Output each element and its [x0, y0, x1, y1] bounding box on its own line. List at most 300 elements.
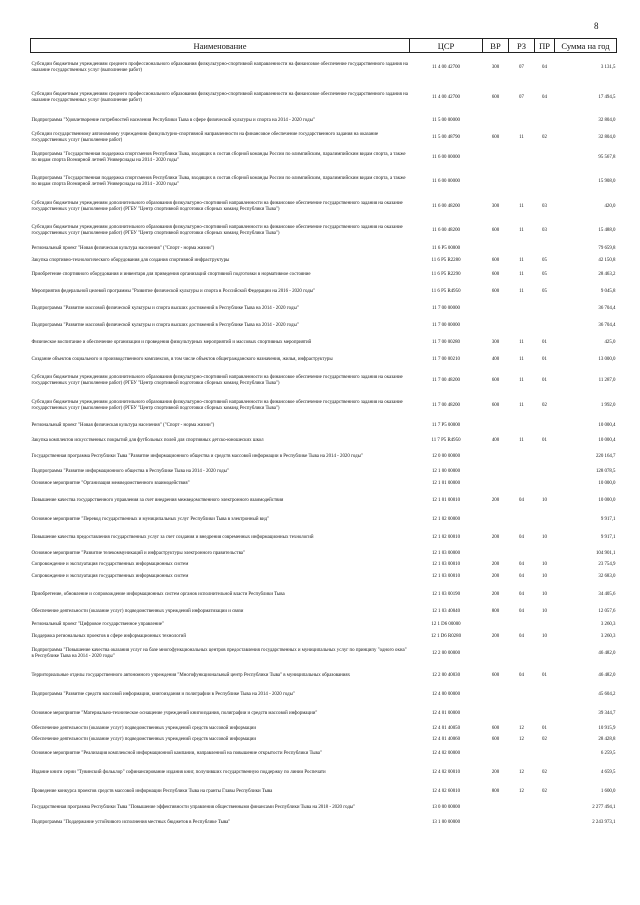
row-name: Сопровождение и эксплуатация государственных информационных систем — [31, 574, 189, 580]
row-csr: 11 6 P5 00000 — [431, 245, 461, 251]
row-rz — [509, 318, 535, 335]
row-vr: 200 — [491, 633, 500, 639]
row-csr: 11 7 00 48200 — [432, 403, 460, 409]
row-rz — [509, 301, 535, 318]
row-name: Физическое воспитание и обеспечение организации и проведения физкультурных мероприятий и массовых спортивных мероприятий — [31, 340, 312, 346]
row-vr — [483, 449, 509, 466]
table-row — [31, 605, 617, 619]
row-sum: 2 277 494,1 — [592, 805, 616, 811]
table-row — [31, 243, 617, 255]
row-name: Подпрограмма "Удовлетворение потребностей населения Республики Тыва в сфере физической культуры и спорта на 2014 - 2020 годы" — [31, 118, 315, 124]
row-vr: 300 — [491, 203, 500, 209]
row-rz: 11 — [519, 257, 524, 263]
row-rz: 12 — [519, 788, 524, 794]
row-sum: 1 600,0 — [600, 788, 616, 794]
table-row — [31, 619, 617, 631]
row-csr: 11 7 00 00000 — [432, 323, 460, 329]
row-rz: 12 — [519, 737, 524, 743]
row-rz: 11 — [519, 340, 524, 346]
row-rz: 07 — [519, 64, 524, 70]
row-pr: 05 — [542, 257, 547, 263]
row-sum: 23 754,9 — [598, 561, 616, 567]
row-rz — [509, 643, 535, 665]
row-name: Подпрограмма "Развитие массовой физической культуры и спорта высших достижений в Республике Тыва на 2014 - 2020 годы" — [31, 306, 299, 312]
header-sum: Сумма на год — [555, 39, 617, 53]
row-pr — [535, 318, 555, 335]
row-rz: 04 — [519, 561, 524, 567]
row-rz — [509, 113, 535, 130]
row-vr — [483, 147, 509, 170]
row-name: Приобретение, обновление и сопровождение информационных систем органов исполнительной власти Республики Тыва — [31, 591, 285, 597]
row-vr: 200 — [491, 497, 500, 503]
header-pr: ПР — [535, 39, 555, 53]
row-csr: 12 1 01 00000 — [431, 481, 461, 487]
row-pr: 02 — [542, 737, 547, 743]
table-row — [31, 511, 617, 529]
row-csr: 11 7 00 48200 — [432, 378, 460, 384]
row-csr: 12 1 D6 00000 — [431, 621, 461, 627]
table-row — [31, 255, 617, 267]
row-pr: 05 — [542, 289, 547, 295]
row-vr: 300 — [491, 64, 500, 70]
row-pr — [535, 170, 555, 195]
row-name: Региональный проект "Новая физическая культура населения" ("Спорт - норма жизни") — [31, 422, 215, 428]
row-pr: 04 — [542, 94, 547, 100]
row-vr — [483, 643, 509, 665]
row-rz — [509, 478, 535, 491]
row-vr: 200 — [491, 769, 500, 775]
row-csr: 12 4 00 00000 — [431, 692, 461, 698]
table-row — [31, 631, 617, 643]
row-vr: 600 — [491, 737, 500, 743]
row-name: Подпрограмма "Государственная поддержка спортсменов Республики Тыва, входящих в состав сборной команды России по олимпийским, паралимпийским видам спорта, а также по видам спорта Всемирной летней Универсиады на 2014 - 2020 годы" — [31, 176, 406, 187]
row-vr — [483, 687, 509, 704]
table-row — [31, 318, 617, 335]
row-csr: 12 2 00 40030 — [431, 672, 461, 678]
row-csr: 12 4 02 60010 — [431, 788, 461, 794]
row-rz: 11 — [519, 227, 524, 233]
row-sum: 34 405,6 — [598, 591, 616, 597]
table-row — [31, 53, 617, 83]
row-name: Подпрограмма "Повышение качества оказания услуг на базе многофункциональных центров предоставления государственных и муниципальных услуг по принципу "одного окна" в Республике Тыва на 2014 - 2020 годы" — [31, 647, 407, 659]
row-pr — [535, 419, 555, 433]
budget-table — [30, 38, 617, 829]
table-body — [31, 53, 617, 829]
row-csr: 11 6 00 00000 — [432, 179, 460, 185]
row-rz — [509, 704, 535, 724]
row-rz: 07 — [519, 94, 524, 100]
table-row — [31, 219, 617, 243]
row-pr — [535, 113, 555, 130]
row-name: Субсидии бюджетным учреждениям дополнительного образования физкультурно-спортивной направленности на финансовое обеспечение государственного задания на оказание государственных услуг (выполнение работ) (РГБУ "Центр спортивной подготовки сборных команд Республики Тыва") — [31, 200, 403, 212]
header-csr: ЦСР — [410, 39, 483, 53]
row-csr: 11 4 00 42700 — [432, 64, 460, 70]
page-number: 8 — [594, 21, 599, 31]
row-pr: 10 — [542, 574, 547, 580]
row-vr: 400 — [491, 437, 500, 443]
row-csr: 12 1 02 00010 — [431, 535, 461, 541]
table-row — [31, 170, 617, 195]
row-pr: 01 — [542, 437, 547, 443]
row-pr: 01 — [542, 357, 547, 363]
row-name: Субсидии бюджетным учреждениям дополнительного образования физкультурно-спортивной направленности на финансовое обеспечение государственного задания на оказание государственных услуг (выполнение работ) (РГБУ "Центр спортивной подготовки сборных команд Республики Тыва") — [31, 224, 403, 236]
table-row — [31, 735, 617, 746]
row-csr: 12 1 02 00000 — [431, 516, 461, 522]
table-row — [31, 466, 617, 478]
row-sum: 45 604,2 — [598, 692, 616, 698]
row-name: Основное мероприятие "Реализация комплексной информационной кампании, направленной на повышение открытости Республики Тыва" — [31, 750, 322, 756]
row-name: Создание объектов социального и производственного комплексов, в том числе объектов общегражданского назначения, жилья, инфраструктуры — [31, 357, 333, 363]
row-rz — [509, 511, 535, 529]
row-pr — [535, 643, 555, 665]
row-sum: 36 704,4 — [598, 323, 616, 329]
row-sum: 6 259,5 — [600, 750, 616, 756]
row-csr: 11 7 P5 R4950 — [431, 437, 461, 443]
row-csr: 12 4 02 00000 — [431, 750, 461, 756]
table-row — [31, 284, 617, 301]
row-sum: 10 000,0 — [598, 481, 616, 487]
row-csr: 11 7 P5 00000 — [431, 422, 461, 428]
table-row — [31, 369, 617, 394]
row-csr: 12 1 03 00000 — [431, 550, 461, 556]
row-vr — [483, 619, 509, 631]
table-row — [31, 585, 617, 605]
row-sum: 3 260,3 — [600, 633, 616, 639]
row-vr: 800 — [491, 788, 500, 794]
row-rz: 04 — [519, 633, 524, 639]
table-row — [31, 130, 617, 147]
row-name: Подпрограмма "Развитие информационного общества в Республике Тыва на 2014 - 2020 годы" — [31, 468, 229, 474]
row-pr: 10 — [542, 633, 547, 639]
row-pr — [535, 301, 555, 318]
row-rz — [509, 687, 535, 704]
table-row — [31, 548, 617, 560]
table-row — [31, 394, 617, 419]
row-pr — [535, 704, 555, 724]
row-sum: 10 000,0 — [598, 497, 616, 503]
row-rz: 11 — [519, 203, 524, 209]
row-pr: 10 — [542, 591, 547, 597]
row-csr: 11 6 00 48200 — [432, 227, 460, 233]
row-name: Субсидии государственному автономному учреждению физкультурно-спортивной направленности на финансовое обеспечение государственного задания на оказание государственных услуг (выполнение работ) — [31, 132, 379, 143]
row-name: Поддержка региональных проектов в сфере информационных технологий — [31, 633, 186, 639]
row-sum: 10 915,9 — [598, 726, 616, 732]
table-row — [31, 762, 617, 784]
row-vr — [483, 243, 509, 255]
row-pr — [535, 511, 555, 529]
row-name: Мероприятия федеральной целевой программы "Развитие физической культуры и спорта в Российской Федерации на 2016 - 2020 годы" — [31, 289, 316, 295]
row-vr — [483, 800, 509, 817]
row-sum: 15 908,0 — [598, 179, 616, 185]
row-csr: 12 4 01 40060 — [431, 737, 461, 743]
row-rz — [509, 147, 535, 170]
row-csr: 11 6 P5 R4950 — [431, 289, 461, 295]
row-vr: 200 — [491, 591, 500, 597]
row-vr — [483, 746, 509, 762]
row-vr: 600 — [491, 227, 500, 233]
table-row — [31, 724, 617, 735]
row-csr: 12 1 03 00010 — [431, 561, 461, 567]
row-name: Субсидии бюджетным учреждениям дополнительного образования физкультурно-спортивной направленности на финансовое обеспечение государственного задания на оказание государственных услуг (выполнение работ) (РГБУ "Центр спортивной подготовки сборных команд Республики Тыва") — [31, 400, 403, 411]
row-name: Издание книги серии "Тувинский фольклор" софинансирование издания книг, получивших государственную поддержку по линии Роспечати — [31, 769, 326, 775]
row-rz: 04 — [519, 608, 524, 614]
row-name: Государственная программа Республики Тыва "Повышение эффективности управления общественными финансами Республики Тыва на 2018 - 2020 годы" — [31, 805, 356, 811]
row-name: Региональный проект "Цифровое государственное управление" — [31, 621, 165, 627]
row-name: Обеспечение деятельности (оказание услуг) подведомственных учреждений средств массовой информации — [31, 726, 256, 732]
row-name: Подпрограмма "Государственная поддержка спортсменов Республики Тыва, входящих в состав сборной команды России по олимпийским, паралимпийским видам спорта, а также по видам спорта Всемирной летней Универсиады на 2014 - 2020 годы" — [31, 152, 406, 163]
row-name: Сопровождение и эксплуатация государственных информационных систем — [31, 561, 189, 567]
row-sum: 15 488,0 — [598, 227, 616, 233]
row-rz: 12 — [519, 726, 524, 732]
row-pr — [535, 466, 555, 478]
row-pr — [535, 243, 555, 255]
row-name: Основное мероприятие "Развитие телекоммуникаций и инфраструктуры электронного правительства" — [31, 550, 245, 556]
row-rz: 11 — [519, 135, 524, 141]
row-rz: 11 — [519, 289, 524, 295]
row-vr — [483, 704, 509, 724]
row-pr: 10 — [542, 535, 547, 541]
row-pr — [535, 449, 555, 466]
table-row — [31, 687, 617, 704]
row-rz — [509, 170, 535, 195]
table-row — [31, 784, 617, 800]
row-vr — [483, 301, 509, 318]
row-sum: 46 482,0 — [598, 650, 616, 656]
row-pr — [535, 817, 555, 829]
row-csr: 12 1 00 00000 — [431, 468, 461, 474]
row-vr — [483, 511, 509, 529]
row-sum: 79 659,8 — [598, 245, 616, 251]
table-row — [31, 560, 617, 570]
table-row — [31, 83, 617, 113]
table-row — [31, 195, 617, 219]
table-row — [31, 335, 617, 352]
row-rz: 11 — [519, 378, 524, 384]
row-vr — [483, 478, 509, 491]
row-vr: 600 — [491, 257, 500, 263]
row-sum: 46 482,0 — [598, 672, 616, 678]
row-sum: 3 260,3 — [600, 621, 616, 627]
row-csr: 12 4 01 40050 — [431, 726, 461, 732]
row-sum: 3 131,5 — [600, 64, 616, 70]
row-rz — [509, 449, 535, 466]
row-name: Повышение качества государственного управления за счет внедрения межведомственного электронного взаимодействия — [31, 497, 284, 503]
row-sum: 13 000,0 — [598, 357, 616, 363]
row-vr: 200 — [491, 574, 500, 580]
row-pr: 01 — [542, 378, 547, 384]
row-sum: 4 659,5 — [600, 769, 616, 775]
row-vr: 600 — [491, 289, 500, 295]
row-csr: 12 4 02 00010 — [431, 769, 461, 775]
row-sum: 10 000,4 — [598, 437, 616, 443]
row-rz: 11 — [519, 272, 524, 278]
row-rz: 04 — [519, 672, 524, 678]
row-csr: 11 6 00 48200 — [432, 203, 460, 209]
row-name: Подпрограмма "Развитие средств массовой информации, книгоиздания и полиграфии в Республике Тыва на 2014 - 2020 годы" — [31, 692, 295, 698]
row-rz: 04 — [519, 574, 524, 580]
row-pr: 03 — [542, 203, 547, 209]
row-vr: 800 — [491, 608, 500, 614]
header-vr: ВР — [483, 39, 509, 53]
row-sum: 11 287,0 — [598, 378, 616, 384]
row-sum: 128 078,5 — [595, 468, 616, 474]
row-csr: 11 5 00 00000 — [432, 118, 460, 124]
row-rz — [509, 548, 535, 560]
row-csr: 12 1 03 00010 — [431, 574, 461, 580]
header-rz: РЗ — [509, 39, 535, 53]
row-vr: 600 — [491, 135, 500, 141]
row-pr: 05 — [542, 272, 547, 278]
row-sum: 10 000,4 — [598, 422, 616, 428]
row-sum: 9 917,1 — [600, 516, 616, 522]
row-pr — [535, 687, 555, 704]
row-name: Территориальные отделы государственного автономного учреждения "Многофункциональный центр Республики Тыва" в муниципальных образованиях — [31, 672, 351, 678]
row-pr: 03 — [542, 227, 547, 233]
table-row — [31, 529, 617, 548]
row-sum: 42 150,8 — [598, 257, 616, 263]
table-row — [31, 665, 617, 687]
row-name: Основное мероприятие "Материально-техническое оснащение учреждений книгоиздания, полиграфии и средств массовой информации" — [31, 710, 318, 716]
row-sum: 2 243 973,1 — [592, 819, 616, 825]
row-sum: 104 901,1 — [595, 550, 616, 556]
row-csr: 12 1 01 00010 — [431, 497, 461, 503]
row-vr — [483, 419, 509, 433]
row-csr: 11 6 00 00000 — [432, 155, 460, 161]
row-rz: 11 — [519, 357, 524, 363]
row-vr: 400 — [491, 357, 500, 363]
table-row — [31, 352, 617, 369]
row-name: Обеспечение деятельности (оказание услуг) подведомственных учреждений средств массовой информации — [31, 737, 256, 743]
row-name: Закупка комплектов искусственных покрытий для футбольных полей для спортивных детско-юношеских школ — [31, 437, 264, 443]
row-vr: 600 — [491, 672, 500, 678]
row-pr: 01 — [542, 726, 547, 732]
row-sum: 32 804,0 — [598, 118, 616, 124]
row-pr: 02 — [542, 403, 547, 409]
row-csr: 11 7 00 00280 — [432, 340, 460, 346]
row-rz — [509, 419, 535, 433]
row-vr — [483, 318, 509, 335]
row-name: Региональный проект "Новая физическая культура населения" ("Спорт - норма жизни") — [31, 245, 215, 251]
table-row — [31, 419, 617, 433]
table-row — [31, 147, 617, 170]
row-sum: 28 463,2 — [598, 272, 616, 278]
row-sum: 32 683,0 — [598, 574, 616, 580]
row-sum: 36 704,4 — [598, 306, 616, 312]
row-sum: 32 804,0 — [598, 135, 616, 141]
row-name: Государственная программа Республики Тыва "Развитие информационного общества и средств массовой информации в Республике Тыва на 2014 - 2020 годы" — [31, 454, 363, 460]
row-csr: 12 4 01 00000 — [431, 710, 461, 716]
table-row — [31, 704, 617, 724]
row-vr — [483, 817, 509, 829]
row-rz: 04 — [519, 497, 524, 503]
row-pr — [535, 800, 555, 817]
row-pr: 10 — [542, 497, 547, 503]
row-rz: 11 — [519, 437, 524, 443]
row-sum: 9 045,8 — [600, 289, 616, 295]
row-pr: 04 — [542, 64, 547, 70]
row-name: Закупка спортивно-технологического оборудования для создания спортивной инфраструктуры — [31, 257, 230, 263]
row-name: Субсидии бюджетным учреждениям дополнительного образования физкультурно-спортивной направленности на финансовое обеспечение государственного задания на оказание государственных услуг (выполнение работ) (РГБУ "Центр спортивной подготовки сборных команд Республики Тыва") — [31, 375, 403, 386]
row-pr: 10 — [542, 608, 547, 614]
row-vr: 200 — [491, 535, 500, 541]
table-row — [31, 491, 617, 511]
row-name: Приобретение спортивного оборудования и инвентаря для приведения организаций спортивной подготовки в нормативное состояние — [31, 272, 311, 278]
row-pr: 10 — [542, 561, 547, 567]
row-sum: 39 344,7 — [598, 710, 616, 716]
row-vr: 600 — [491, 272, 500, 278]
row-name: Повышение качества предоставления государственных услуг за счет создания и внедрения современных информационных технологий — [31, 535, 314, 541]
row-vr: 600 — [491, 378, 500, 384]
row-rz: 04 — [519, 591, 524, 597]
row-sum: 28 428,8 — [598, 737, 616, 743]
row-name: Основное мероприятие "Организация межведомственного взаимодействия" — [31, 481, 190, 487]
row-name: Основное мероприятие "Перевод государственных и муниципальных услуг Республики Тыва в электронный вид" — [31, 516, 270, 522]
row-csr: 12 1 03 00190 — [431, 591, 461, 597]
row-pr — [535, 619, 555, 631]
row-rz — [509, 466, 535, 478]
table-row — [31, 570, 617, 585]
row-csr: 11 4 00 42700 — [432, 94, 460, 100]
table-row — [31, 449, 617, 466]
row-csr: 11 6 P5 R2290 — [431, 272, 461, 278]
row-vr: 200 — [491, 561, 500, 567]
row-csr: 12 1 03 40040 — [431, 608, 461, 614]
row-vr — [483, 548, 509, 560]
row-vr: 600 — [491, 403, 500, 409]
row-rz: 11 — [519, 403, 524, 409]
row-pr — [535, 746, 555, 762]
row-csr: 11 6 P5 R2280 — [431, 257, 461, 263]
row-pr — [535, 548, 555, 560]
row-csr: 13 1 00 00000 — [431, 819, 461, 825]
row-sum: 420,0 — [604, 203, 616, 209]
row-pr — [535, 478, 555, 491]
row-pr: 02 — [542, 788, 547, 794]
row-vr: 300 — [491, 340, 500, 346]
row-pr: 02 — [542, 769, 547, 775]
row-pr: 01 — [542, 340, 547, 346]
row-sum: 1 992,0 — [600, 403, 616, 409]
row-pr — [535, 147, 555, 170]
table-row — [31, 817, 617, 829]
row-csr: 12 2 00 00000 — [431, 650, 461, 656]
row-csr: 12 1 D6 R0280 — [430, 633, 462, 639]
row-name: Подпрограмма "Развитие массовой физической культуры и спорта высших достижений в Республике Тыва на 2014 - 2020 годы" — [31, 323, 299, 329]
table-row — [31, 478, 617, 491]
table-row — [31, 301, 617, 318]
table-row — [31, 113, 617, 130]
row-rz — [509, 746, 535, 762]
row-pr: 01 — [542, 672, 547, 678]
row-sum: 9 917,1 — [600, 535, 616, 541]
header-name: Наименование — [31, 39, 410, 53]
row-vr — [483, 113, 509, 130]
table-row — [31, 746, 617, 762]
table-row — [31, 800, 617, 817]
row-rz: 12 — [519, 769, 524, 775]
row-rz: 04 — [519, 535, 524, 541]
row-csr: 11 7 00 00000 — [432, 306, 460, 312]
row-csr: 12 0 00 00000 — [431, 454, 461, 460]
row-vr — [483, 466, 509, 478]
row-csr: 13 0 00 00000 — [431, 805, 461, 811]
table-header-row — [31, 39, 617, 53]
row-name: Подпрограмма "Поддержание устойчивого исполнения местных бюджетов в Республике Тыва" — [31, 819, 231, 825]
row-name: Обеспечение деятельности (оказание услуг) подведомственных учреждений информатизации и связи — [31, 608, 244, 614]
row-vr: 600 — [491, 94, 500, 100]
row-name: Субсидии бюджетным учреждениям среднего профессионального образования физкультурно-спортивной направленности на финансовое обеспечение государственного задания на оказание государственных услуг (выполнение работ) — [31, 62, 408, 73]
row-rz — [509, 817, 535, 829]
